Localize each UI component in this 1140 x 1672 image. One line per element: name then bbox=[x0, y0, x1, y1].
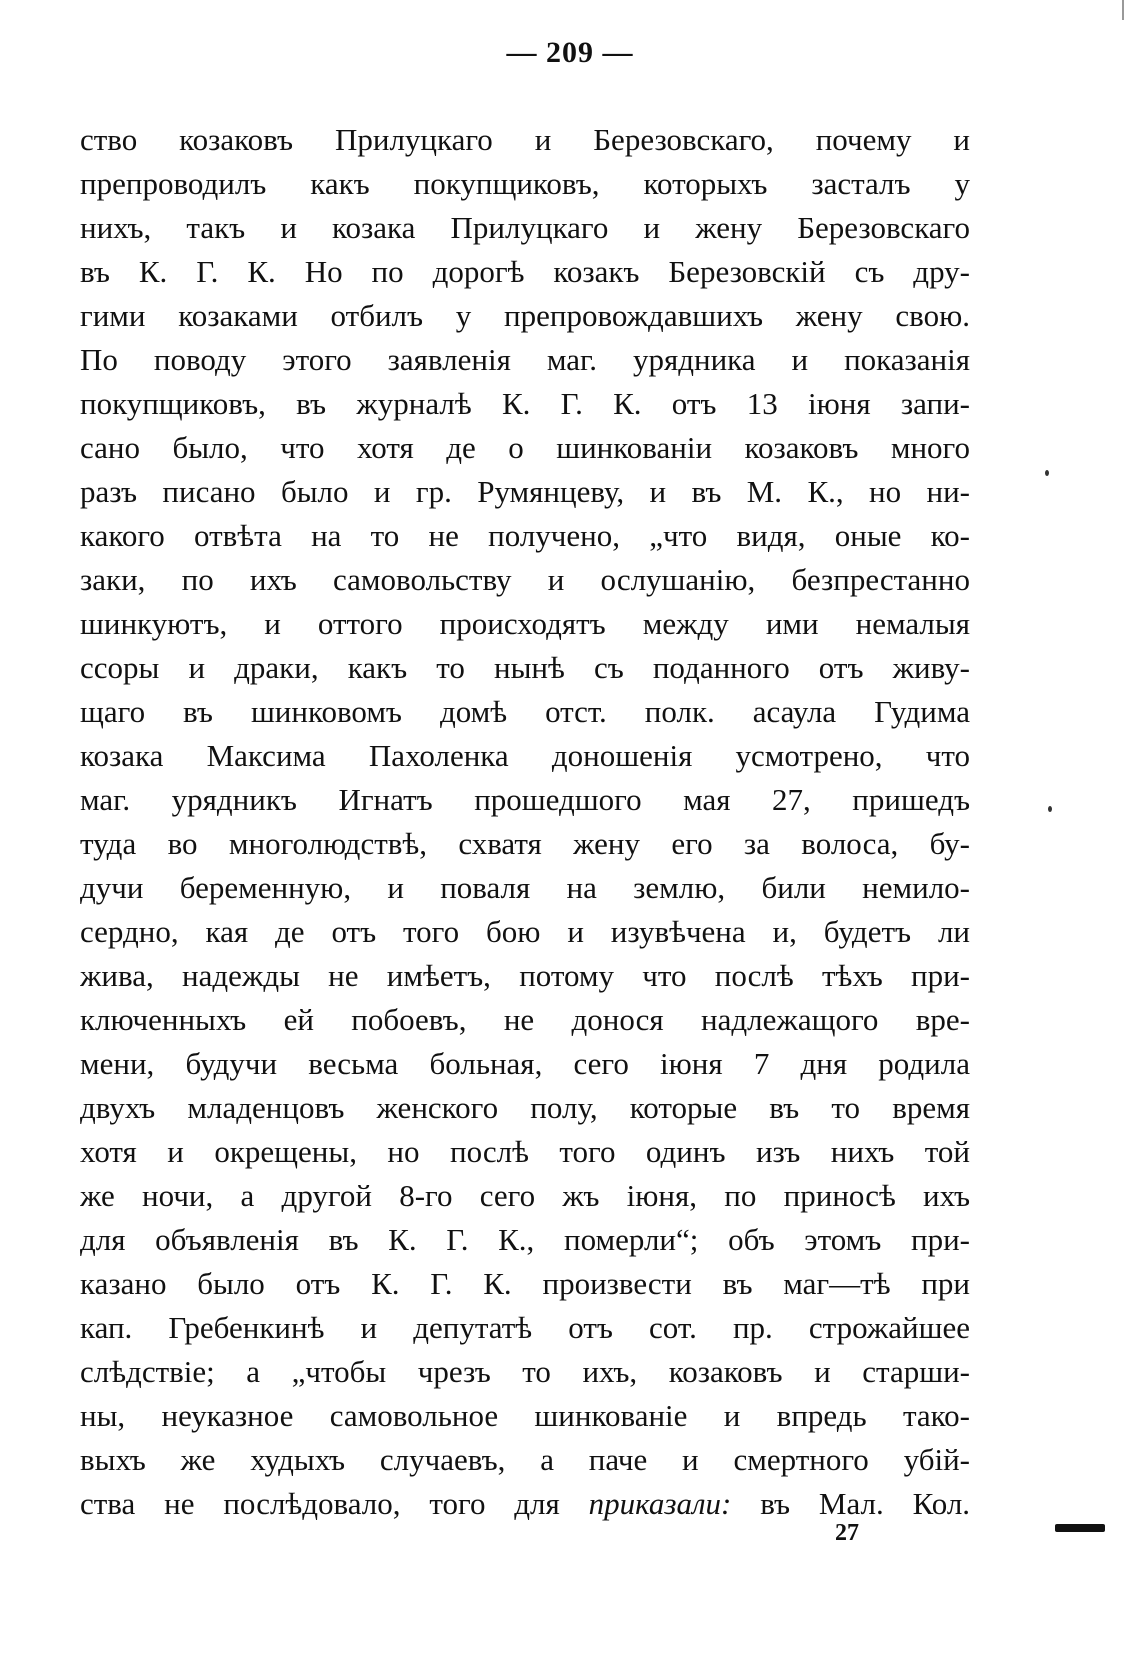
scan-edge-mark bbox=[1122, 0, 1124, 20]
text-line: въ К. Г. К. Но по дорогѣ козакъ Березовскій съ дру- bbox=[80, 254, 970, 289]
signature-mark: 27 bbox=[835, 1520, 859, 1546]
text-line: заки, по ихъ самовольству и ослушанію, безпрестанно bbox=[80, 562, 970, 597]
text-line: покупщиковъ, въ журналѣ К. Г. К. отъ 13 іюня запи- bbox=[80, 386, 970, 421]
text-line: жива, надежды не имѣетъ, потому что послѣ тѣхъ при- bbox=[80, 958, 970, 993]
text-line: хотя и окрещены, но послѣ того одинъ изъ нихъ той bbox=[80, 1134, 970, 1169]
text-line: сано было, что хотя де о шинкованіи козаковъ много bbox=[80, 430, 970, 465]
text-line: слѣдствіе; а „чтобы чрезъ то ихъ, козаковъ и старши- bbox=[80, 1354, 970, 1389]
text-line: шинкуютъ, и оттого происходятъ между ими немалыя bbox=[80, 606, 970, 641]
text-line: двухъ младенцовъ женского полу, которые въ то время bbox=[80, 1090, 970, 1125]
text-line: козака Максима Пахоленка доношенія усмотрено, что bbox=[80, 738, 970, 773]
text-line: нихъ, такъ и козака Прилуцкаго и жену Березовскаго bbox=[80, 210, 970, 245]
text-line: ссоры и драки, какъ то нынѣ съ поданного отъ живу- bbox=[80, 650, 970, 685]
text-line: же ночи, а другой 8-го сего жъ іюня, по приносѣ ихъ bbox=[80, 1178, 970, 1213]
text-line: сердно, кая де отъ того бою и изувѣчена и, будетъ ли bbox=[80, 914, 970, 949]
text-line: маг. урядникъ Игнатъ прошедшого мая 27, пришедъ bbox=[80, 782, 970, 817]
text-line: ны, неуказное самовольное шинкованіе и впредь тако- bbox=[80, 1398, 970, 1433]
italic-phrase: приказали: bbox=[588, 1486, 732, 1521]
text-line: щаго въ шинковомъ домѣ отст. полк. асаула Гудима bbox=[80, 694, 970, 729]
text-line: туда во многолюдствѣ, схватя жену его за волоса, бу- bbox=[80, 826, 970, 861]
ink-speck bbox=[1045, 470, 1049, 476]
text-line: разъ писано было и гр. Румянцеву, и въ М. К., но ни- bbox=[80, 474, 970, 509]
last-line-end: въ Мал. Кол. bbox=[760, 1486, 970, 1521]
text-line: кап. Гребенкинѣ и депутатѣ отъ сот. пр. строжайшее bbox=[80, 1310, 970, 1345]
ink-speck bbox=[1048, 806, 1052, 812]
text-line: казано было отъ К. Г. К. произвести въ маг—тѣ при bbox=[80, 1266, 970, 1301]
text-line: гими козаками отбилъ у препровождавшихъ жену свою. bbox=[80, 298, 970, 333]
text-line: какого отвѣта на то не получено, „что видя, оные ко- bbox=[80, 518, 970, 553]
margin-dash-mark bbox=[1055, 1524, 1105, 1532]
text-line: дучи беременную, и поваля на землю, били немило- bbox=[80, 870, 970, 905]
text-line: выхъ же худыхъ случаевъ, а паче и смертного убій- bbox=[80, 1442, 970, 1477]
text-line: для объявленія въ К. Г. К., померли“; объ этомъ при- bbox=[80, 1222, 970, 1257]
text-line: мени, будучи весьма больная, сего іюня 7 дня родила bbox=[80, 1046, 970, 1081]
text-line: ство козаковъ Прилуцкаго и Березовскаго, почему и bbox=[80, 122, 970, 157]
body-text bbox=[80, 118, 970, 1526]
page-number-header: — 209 — bbox=[506, 36, 634, 69]
text-line: препроводилъ какъ покупщиковъ, которыхъ засталъ у bbox=[80, 166, 970, 201]
text-line: По поводу этого заявленія маг. урядника и показанія bbox=[80, 342, 970, 377]
last-line-start: ства не послѣдовало, того для bbox=[80, 1486, 560, 1521]
text-line: ключенныхъ ей побоевъ, не донося надлежащого вре- bbox=[80, 1002, 970, 1037]
